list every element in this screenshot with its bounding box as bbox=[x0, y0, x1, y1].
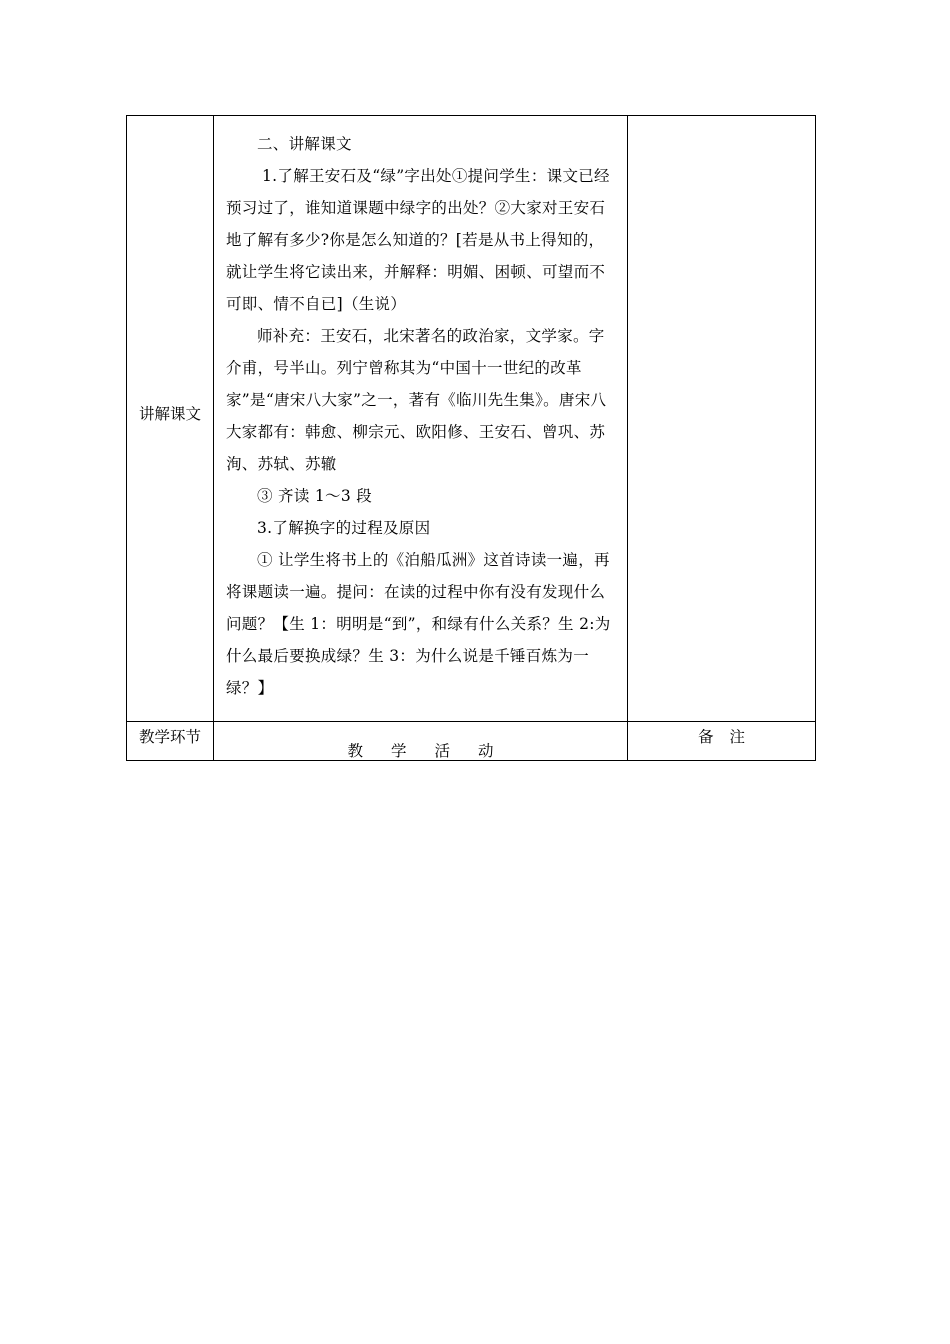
content-cell bbox=[214, 116, 628, 722]
footer-stage-cell bbox=[127, 722, 214, 761]
content-heading: 二、讲解课文 bbox=[257, 135, 352, 153]
footer-note-char: 注 bbox=[729, 728, 746, 746]
content-paragraph-3: ③ 齐读 1～3 段 bbox=[257, 487, 373, 505]
footer-note-char: 备 bbox=[697, 728, 714, 746]
lesson-content bbox=[214, 116, 627, 704]
section-label: 讲解课文 bbox=[138, 404, 201, 423]
footer-activity-cell bbox=[214, 722, 628, 761]
footer-row bbox=[127, 722, 816, 761]
section-label-cell bbox=[127, 116, 214, 722]
notes-cell bbox=[628, 116, 816, 722]
footer-note-cell bbox=[628, 722, 816, 761]
footer-activity-char: 教 bbox=[347, 742, 363, 760]
footer-note-label bbox=[628, 722, 815, 747]
footer-activity-char: 动 bbox=[478, 742, 494, 760]
section-row bbox=[127, 116, 816, 722]
footer-activity-char: 学 bbox=[390, 742, 407, 760]
content-paragraph-4: 3.了解换字的过程及原因 bbox=[257, 519, 431, 537]
footer-activity-label bbox=[214, 722, 627, 760]
content-paragraph-5: ① 让学生将书上的《泊船瓜洲》这首诗读一遍，再将课题读一遍。提问：在读的过程中你有没有发现什么问题？【生 1：明明是“到”，和绿有什么关系？生 2:为什么最后要换成绿？生 3：为什么说是千锤百炼为一绿？】 bbox=[226, 551, 611, 697]
footer-stage-label: 教学环节 bbox=[138, 728, 201, 746]
lesson-plan-table bbox=[126, 115, 816, 761]
content-paragraph-2: 师补充：王安石，北宋著名的政治家，文学家。字介甫，号半山。列宁曾称其为“中国十一世纪的改革家”是“唐宋八大家”之一，著有《临川先生集》。唐宋八大家都有：韩愈、柳宗元、欧阳修、王安石、曾巩、苏洵、苏轼、苏辙 bbox=[226, 327, 607, 473]
footer-activity-char: 活 bbox=[434, 742, 451, 760]
content-paragraph-1: 1.了解王安石及“绿”字出处①提问学生：课文已经预习过了，谁知道课题中绿字的出处？②大家对王安石地了解有多少?你是怎么知道的？[若是从书上得知的，就让学生将它读出来，并解释：明媚、困顿、可望而不可即、情不自已]（生说） bbox=[226, 167, 610, 313]
